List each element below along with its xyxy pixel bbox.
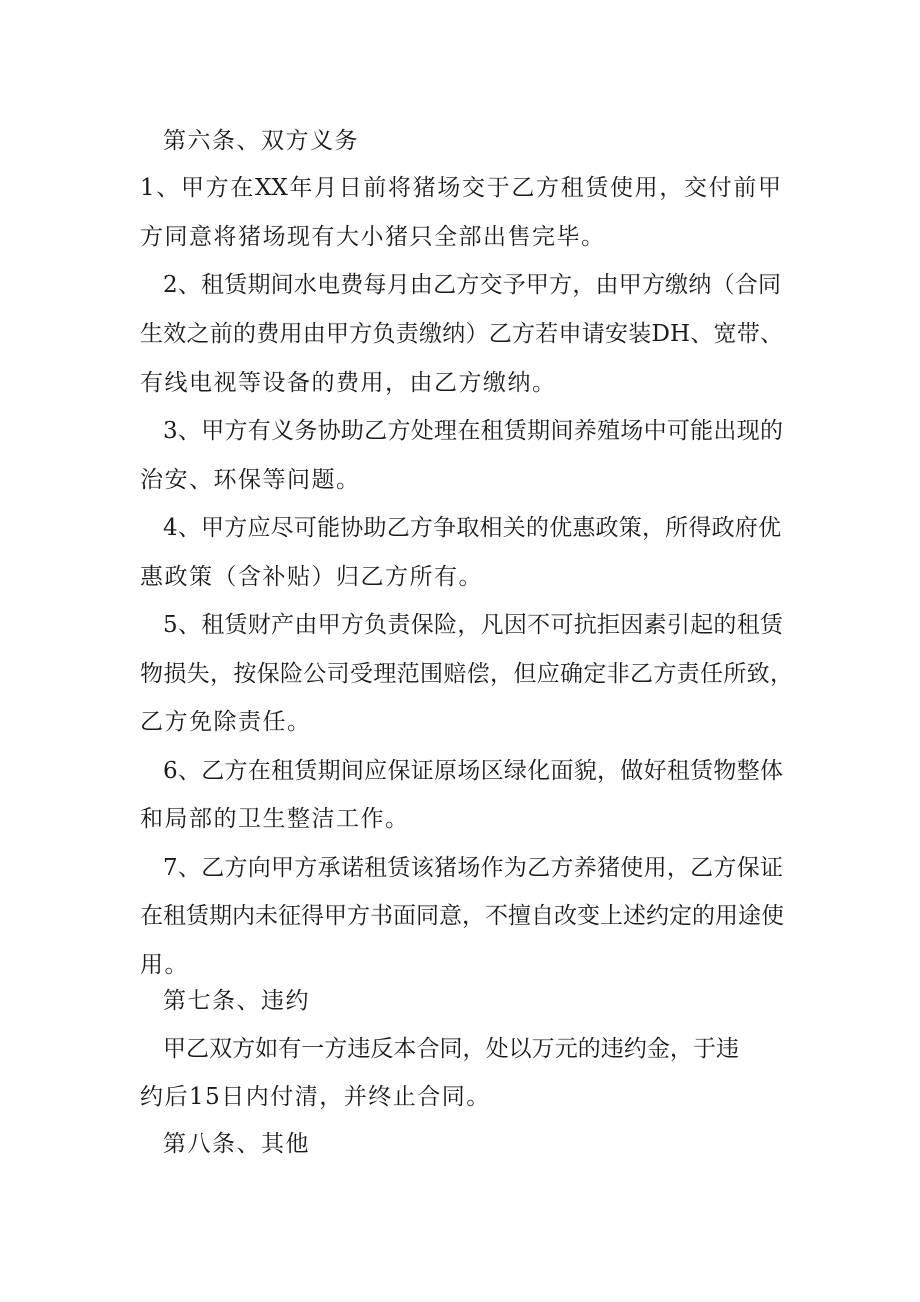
article-6-heading: 第六条、双方义务 (163, 128, 359, 154)
article-7-paragraph-line-2: 约后15日内付清，并终止合同。 (140, 1084, 491, 1110)
article-7-heading: 第七条、违约 (163, 988, 310, 1014)
article-6-item-1-line-2: 方同意将猪场现有大小猪只全部出售完毕。 (140, 224, 606, 250)
article-6-item-7-line-2: 在租赁期内未征得甲方书面同意，不擅自改变上述约定的用途使 (140, 903, 784, 929)
article-6-item-1-line-1: 1、甲方在XX年月日前将猪场交于乙方租赁使用，交付前甲 (140, 175, 781, 201)
article-6-item-4-line-1: 4、甲方应尽可能协助乙方争取相关的优惠政策，所得政府优 (163, 515, 781, 541)
article-6-item-6-line-1: 6、乙方在租赁期间应保证原场区绿化面貌，做好租赁物整体 (163, 758, 783, 784)
article-6-item-6-line-2: 和局部的卫生整洁工作。 (140, 806, 410, 832)
article-6-item-5-line-3: 乙方免除责任。 (140, 709, 312, 735)
article-6-item-2-line-2: 生效之前的费用由甲方负责缴纳）乙方若申请安装DH、宽带、 (140, 321, 783, 347)
article-6-item-5-line-1: 5、租赁财产由甲方负责保险，凡因不可抗拒因素引起的租赁 (163, 612, 783, 638)
article-6-item-2-line-1: 2、租赁期间水电费每月由乙方交予甲方，由甲方缴纳（合同 (163, 272, 781, 298)
article-6-item-3-line-2: 治安、环保等问题。 (140, 467, 361, 493)
article-6-item-5-line-2: 物损失，按保险公司受理范围赔偿，但应确定非乙方责任所致， (140, 661, 793, 687)
article-8-heading: 第八条、其他 (163, 1131, 310, 1157)
article-6-item-7-line-3: 用。 (140, 952, 189, 978)
article-7-paragraph-line-1: 甲乙双方如有一方违反本合同，处以万元的违约金，于违 (163, 1036, 739, 1062)
article-6-item-3-line-1: 3、甲方有义务协助乙方处理在租赁期间养殖场中可能出现的 (163, 418, 783, 444)
article-6-item-4-line-2: 惠政策（含补贴）归乙方所有。 (140, 564, 483, 590)
article-6-item-2-line-3: 有线电视等设备的费用，由乙方缴纳。 (140, 370, 557, 396)
article-6-item-7-line-1: 7、乙方向甲方承诺租赁该猪场作为乙方养猪使用，乙方保证 (163, 855, 783, 881)
